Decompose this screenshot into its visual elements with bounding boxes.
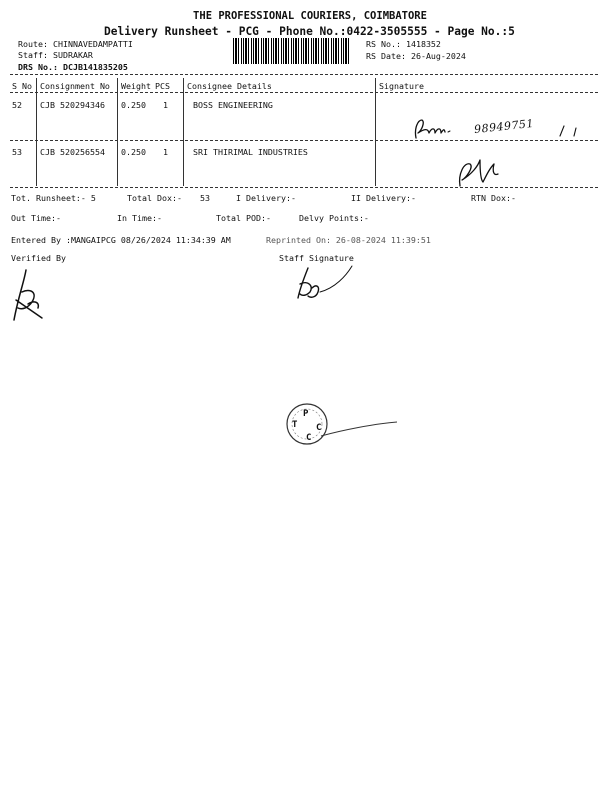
out-time: Out Time:- [11, 213, 61, 223]
verified-signature [8, 264, 48, 326]
stamp-letter: T [292, 420, 298, 430]
table-header-rule [10, 92, 598, 93]
handwritten-mark [552, 118, 592, 142]
row-weight: 0.250 [121, 100, 146, 110]
row-consignee: SRI THIRIMAL INDUSTRIES [193, 147, 308, 157]
row-consignment-no: CJB 520294346 [40, 100, 105, 110]
rtn-dox: RTN Dox:- [471, 193, 516, 203]
total-runsheet: Tot. Runsheet:- 5 [11, 193, 96, 203]
drs-label: DRS No.: DCJB141835205 [18, 62, 128, 72]
row-sno: 53 [12, 147, 22, 157]
column-rule [375, 78, 376, 186]
verified-by-label: Verified By [11, 253, 66, 263]
rs-date: RS Date: 26-Aug-2024 [366, 51, 466, 61]
in-time: In Time:- [117, 213, 162, 223]
handwritten-signature [450, 152, 510, 192]
header-pcs: PCS [155, 81, 170, 91]
header-consignment: Consignment No [40, 81, 110, 91]
row-consignee: BOSS ENGINEERING [193, 100, 273, 110]
column-rule [36, 78, 37, 186]
header-consignee: Consignee Details [187, 81, 272, 91]
header-weight: Weight [121, 81, 151, 91]
row-pcs: 1 [163, 100, 168, 110]
route-label: Route: CHINNAVEDAMPATTI [18, 39, 133, 49]
delivery-points: Delvy Points:- [299, 213, 369, 223]
column-rule [183, 78, 184, 186]
header-signature: Signature [379, 81, 424, 91]
runsheet-title: Delivery Runsheet - PCG - Phone No.:0422-3505555 - Page No.:5 [104, 25, 515, 38]
row-consignment-no: CJB 520256554 [40, 147, 105, 157]
handwritten-phone-note: 98949751 [473, 116, 535, 137]
stamp-letter: C [306, 433, 312, 443]
staff-label: Staff: SUDRAKAR [18, 50, 93, 60]
reprinted-on: Reprinted On: 26-08-2024 11:39:51 [266, 235, 431, 245]
ii-delivery: II Delivery:- [351, 193, 416, 203]
total-dox-label: Total Dox:- [127, 193, 182, 203]
row-weight: 0.250 [121, 147, 146, 157]
i-delivery: I Delivery:- [236, 193, 296, 203]
staff-signature [290, 258, 370, 308]
header-sno: S No [12, 81, 32, 91]
barcode [233, 38, 351, 64]
entered-by: Entered By :MANGAIPCG 08/26/2024 11:34:39 AM [11, 235, 231, 245]
stamp-letter: C [316, 423, 322, 433]
table-top-rule [10, 74, 598, 75]
total-pod: Total POD:- [216, 213, 271, 223]
total-dox-value: 53 [200, 193, 210, 203]
rs-number: RS No.: 1418352 [366, 39, 441, 49]
circular-stamp [283, 402, 403, 462]
row-sno: 52 [12, 100, 22, 110]
row-pcs: 1 [163, 147, 168, 157]
company-title: THE PROFESSIONAL COURIERS, COIMBATORE [193, 10, 427, 22]
stamp-letter: P [303, 409, 309, 419]
column-rule [117, 78, 118, 186]
staff-signature-label: Staff Signature [279, 253, 354, 263]
